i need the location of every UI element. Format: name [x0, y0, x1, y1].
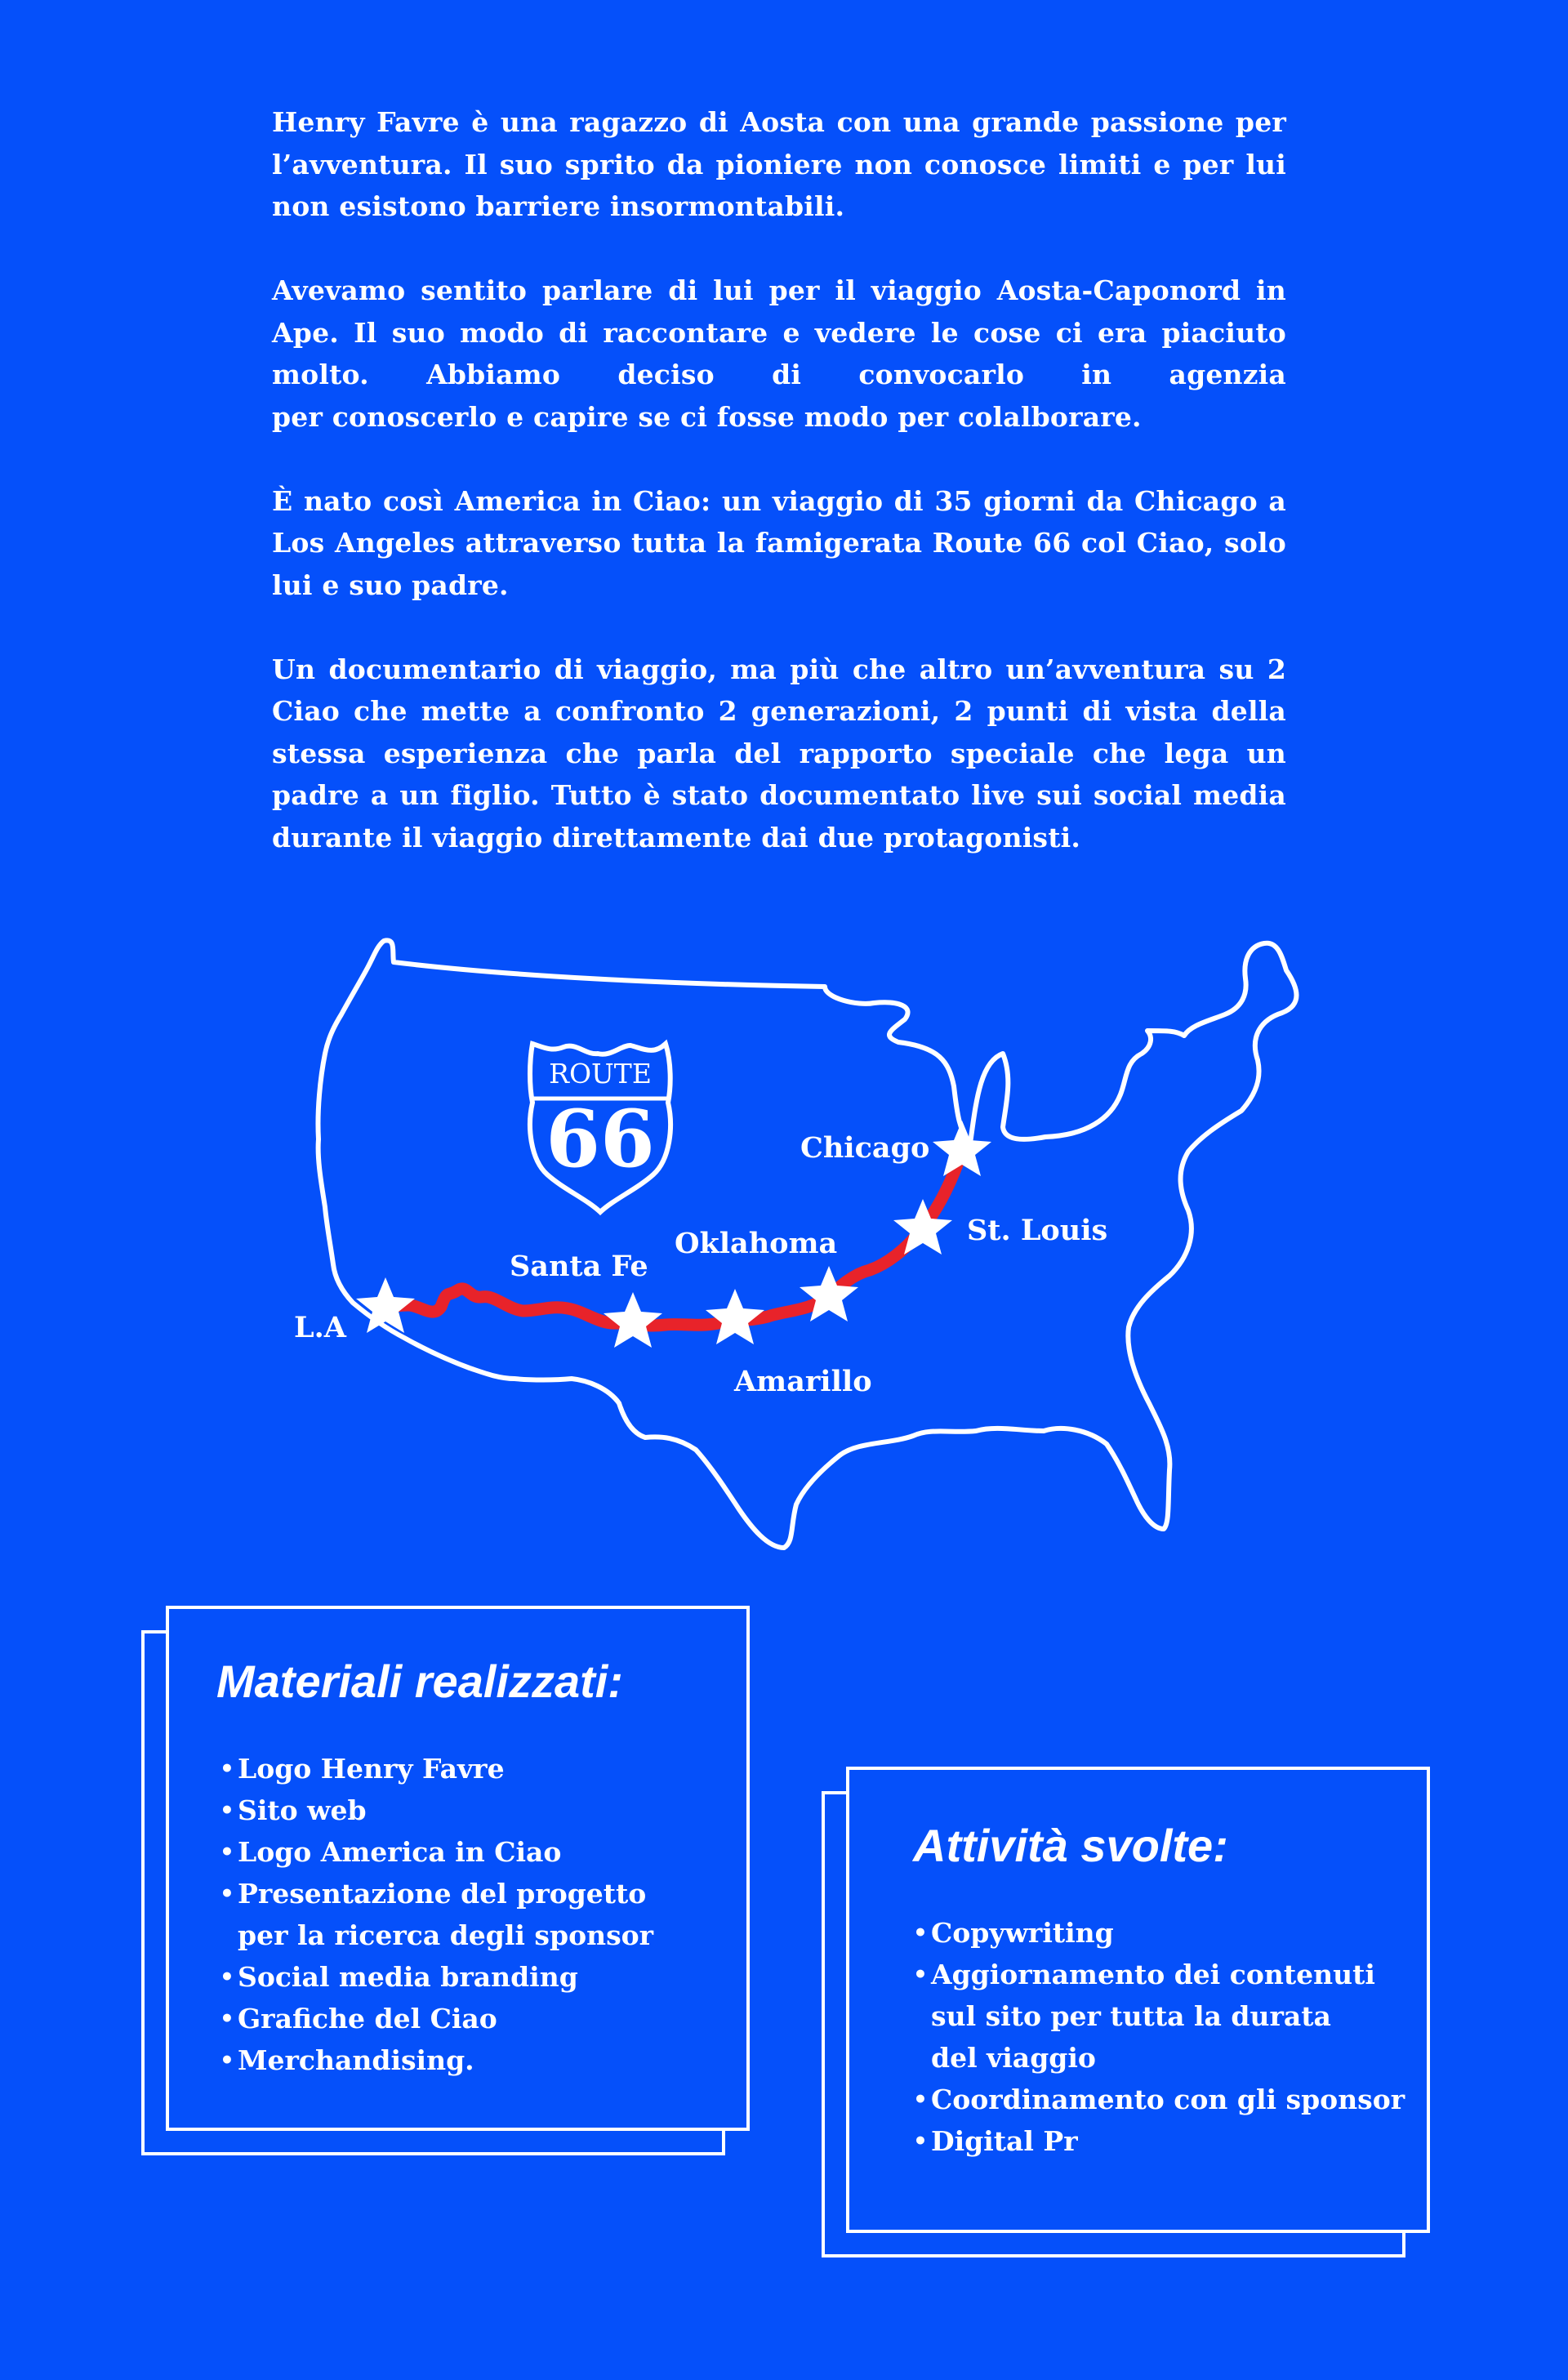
list-item: • Logo America in Ciao — [220, 1831, 653, 1873]
city-label-la: L.A — [294, 1311, 346, 1344]
intro-text — [272, 101, 1286, 858]
attivita-list — [913, 1912, 1405, 2162]
materiali-list — [220, 1748, 653, 2081]
star-santa-fe-icon — [604, 1292, 662, 1348]
shield-top-text: ROUTE — [549, 1058, 652, 1090]
list-item: • Digital Pr — [913, 2120, 1405, 2162]
list-item: • Sito web — [220, 1789, 653, 1831]
star-amarillo-icon — [706, 1289, 764, 1344]
shield-number-text: 66 — [546, 1093, 655, 1185]
list-item: • Aggiornamento dei contenuti sul sito per tutta la durata del viaggio — [913, 1954, 1405, 2079]
route-66-map — [0, 898, 1568, 1568]
list-item: • Merchandising. — [220, 2039, 653, 2081]
city-label-santa-fe: Santa Fe — [510, 1250, 648, 1283]
intro-paragraph-1: Henry Favre è una ragazzo di Aosta con una grande passione per l’avventura. Il suo sprito da pioniere non conosce limiti e per lui non esistono barriere insormontabili. — [272, 106, 1286, 222]
route-66-shield-icon — [530, 1044, 670, 1212]
intro-paragraph-2 — [272, 270, 1286, 438]
intro-paragraph-2-line-b: per conoscerlo e capire se ci fosse modo per colalborare. — [272, 400, 1142, 433]
attivita-title: Attività svolte: — [913, 1820, 1228, 1871]
intro-paragraph-3: È nato così America in Ciao: un viaggio di 35 giorni da Chicago a Los Angeles attraverso tutta la famigerata Route 66 col Ciao, solo lui e suo padre. — [272, 484, 1286, 601]
city-label-chicago: Chicago — [800, 1131, 930, 1165]
city-label-oklahoma: Oklahoma — [675, 1227, 838, 1260]
materiali-box — [166, 1606, 750, 2131]
list-item: • Presentazione del progetto per la ricerca degli sponsor — [220, 1873, 653, 1956]
intro-paragraph-2-line-a: Avevamo sentito parlare di lui per il viaggio Aosta-Caponord in Ape. Il suo modo di raccontare e vedere le cose ci era piaciuto molto. Abbiamo deciso di convocarlo in agenzia — [272, 274, 1286, 390]
list-item: • Coordinamento con gli sponsor — [913, 2079, 1405, 2120]
list-item: • Social media branding — [220, 1956, 653, 1998]
route-66-path — [385, 1151, 962, 1326]
city-label-amarillo: Amarillo — [734, 1365, 872, 1398]
attivita-box — [846, 1767, 1430, 2233]
list-item: • Grafiche del Ciao — [220, 1998, 653, 2039]
list-item: • Logo Henry Favre — [220, 1748, 653, 1789]
city-label-st-louis: St. Louis — [967, 1214, 1108, 1247]
intro-paragraph-4: Un documentario di viaggio, ma più che altro un’avventura su 2 Ciao che mette a confronto 2 generazioni, 2 punti di vista della stessa esperienza che parla del rapporto speciale che lega un padre a un figlio. Tutto è stato documentato live sui social media durante il viaggio direttamente dai due protagonisti. — [272, 653, 1286, 854]
materiali-title: Materiali realizzati: — [216, 1656, 623, 1707]
list-item: • Copywriting — [913, 1912, 1405, 1954]
